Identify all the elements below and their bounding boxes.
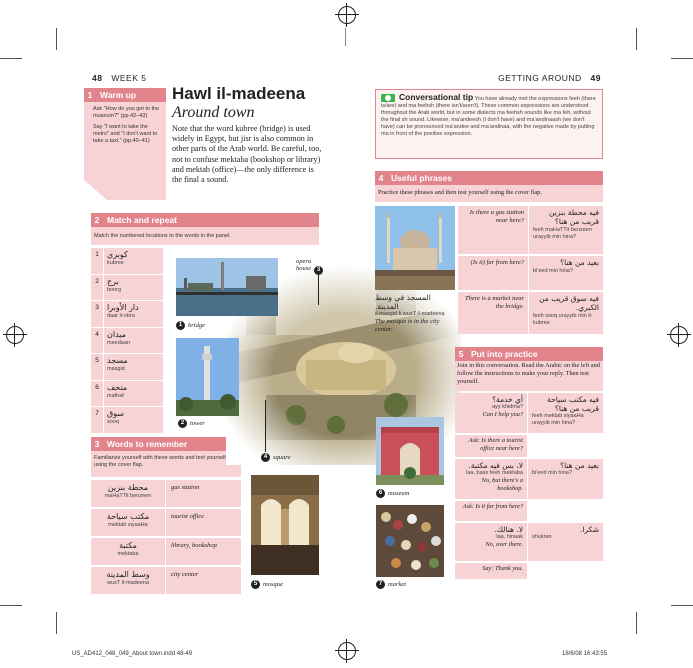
useful-phrases-list	[458, 206, 603, 336]
match-number: 6	[91, 381, 103, 407]
crop-mark	[636, 612, 637, 634]
dialogue-english: No, over there.	[485, 541, 523, 548]
dialogue-arabic: لا، بس فيه مكتبة.	[468, 461, 523, 470]
word-transliteration: wusT il-madeena	[107, 580, 149, 586]
museum-caption: museum	[388, 490, 410, 497]
number-badge: 7	[376, 580, 385, 589]
crop-mark	[0, 58, 22, 59]
week-label: WEEK 5	[111, 73, 147, 83]
word-arabic: مكتب سياحة	[106, 512, 150, 521]
match-item	[91, 407, 163, 434]
match-item	[91, 354, 163, 381]
match-item	[91, 381, 163, 408]
intro-paragraph: Note that the word kubree (bridge) is used widely in Egypt, but jisr is also common in other parts of the Arab world. Be careful, too, not to confuse mektaba (bookshop or library) and mektab (office)—the only difference is the final a sound.	[172, 124, 322, 185]
match-item	[91, 301, 163, 328]
number-badge: 3	[314, 266, 323, 275]
number-badge: 6	[376, 489, 385, 498]
dialogue-left	[455, 393, 527, 433]
phrase-row	[458, 206, 603, 254]
word-arabic: مكتبة	[119, 541, 137, 550]
crop-mark	[671, 58, 693, 59]
useful-instruction: Practice these phrases and then test yourself using the cover flap.	[378, 189, 542, 196]
phrase-english: Is there a gas station near here?	[458, 206, 528, 254]
phrase-transliteration: feeh sooq urayyib min il-kubree	[533, 313, 593, 326]
tip-text: You have already met the expressions feeh (there is/are) and ma feehsh (there isn't/aren't). These common expressions are understood throughout the Arab world, but in some dialects ma feehsh sounds like ma feh, without the final sh sound. Likewise, ma'andeesh (I don't have) and ma'andinaash (we don't have) can be pronounced ma'andee and ma'andinaa, with the negative made by putting ma in front of the positive expression.	[381, 96, 596, 137]
word-english: city center	[166, 567, 241, 594]
word-english: library, bookshop	[166, 538, 241, 565]
match-word-list	[91, 248, 163, 434]
tower-label	[178, 419, 205, 428]
dialogue-transliteration: laa, bass feeh mektaba	[466, 470, 523, 476]
phrase-arabic: فيه محطة بنزين قريب من هنا؟	[549, 208, 599, 226]
dialogue-english: Ask: Is there a tourist office near here?	[468, 437, 523, 452]
dialogue-right	[528, 435, 603, 457]
bridge-caption: bridge	[188, 322, 205, 329]
museum-photo	[376, 417, 444, 485]
number-badge: 1	[176, 321, 185, 330]
page-number: 48	[92, 73, 103, 83]
word-transliteration: mektaba	[117, 551, 139, 557]
tip-body	[381, 94, 599, 138]
word-english: gas station	[166, 480, 241, 507]
mosque-label	[251, 580, 283, 589]
match-word-arabic: كوبري	[107, 250, 128, 259]
phrase-arabic: بعيد من هنا؟	[560, 258, 599, 267]
opera-caption: opera house	[296, 258, 312, 272]
dialogue-left	[455, 563, 527, 579]
word-arabic: وسط المدينة	[106, 570, 150, 579]
match-number: 5	[91, 354, 103, 380]
warmup-prompt-2: Say "I want to take the metro" and "I don't want to take a taxi." (pp.40–41)	[93, 124, 158, 144]
dialogue-row	[455, 435, 603, 457]
dialogue-left	[455, 523, 527, 561]
phrase-arabic-block	[529, 256, 603, 290]
match-word-transliteration: sooq	[107, 419, 119, 425]
section-number: 1	[87, 90, 93, 100]
dialogue-transliteration: laa, hinaak	[496, 534, 523, 540]
word-row	[91, 567, 241, 594]
dialogue-reply-arabic: شكرا.	[579, 525, 599, 534]
section-number: 5	[458, 349, 464, 359]
registration-mark-right	[670, 326, 688, 344]
match-word-arabic: ميدان	[107, 329, 126, 339]
words-instruction: Familiarize yourself with these words and test yourself using the cover flap.	[94, 455, 226, 468]
conversational-tip	[375, 89, 603, 159]
market-caption: market	[388, 581, 407, 588]
phrase-transliteration: feeh maHaTTit benzeen urayyib min hina?	[533, 227, 592, 240]
match-word-arabic: دار الأوبرا	[107, 303, 139, 312]
word-row	[91, 509, 241, 536]
number-badge: 4	[261, 453, 270, 462]
registration-mark-top	[338, 6, 356, 24]
dialogue-right	[528, 459, 603, 499]
dialogue-reply-transliteration: bi'eed min hina?	[532, 470, 572, 476]
dialogue-reply-transliteration: feeh mektab siyaaHa urayyib min hina?	[532, 413, 584, 426]
dialogue-english: No, but there's a bookshop.	[481, 477, 523, 492]
match-word-arabic: مسجد	[107, 356, 128, 365]
bridge-label	[176, 321, 205, 330]
section-title: Useful phrases	[391, 173, 452, 183]
dialogue-reply-arabic: فيه مكتب سياحة قريب من هنا؟	[547, 395, 599, 413]
match-word-transliteration: meedaan	[107, 339, 130, 346]
dialogue-right	[528, 563, 603, 579]
right-page-header	[498, 73, 601, 83]
phrase-row	[458, 292, 603, 334]
page-title: Hawl il-madeena	[172, 84, 306, 103]
match-word-transliteration: masgid	[107, 366, 125, 372]
crop-mark	[345, 28, 346, 46]
match-word	[104, 354, 163, 380]
caption-transliteration: il-masgid fi wusT il-madeena	[375, 311, 445, 317]
dialogue-left	[455, 501, 527, 521]
footer-date: 18/6/08 16:43:55	[562, 651, 608, 657]
page-subtitle: Around town	[172, 104, 255, 121]
dialogue-reply-transliteration: shukran	[532, 534, 552, 540]
match-word-arabic: متحف	[107, 382, 128, 392]
market-label	[376, 580, 406, 589]
dialogue-row	[455, 393, 603, 433]
match-number: 2	[91, 275, 103, 301]
section-number: 3	[94, 439, 100, 449]
museum-label	[376, 489, 409, 498]
match-item	[91, 248, 163, 275]
match-number: 7	[91, 407, 103, 433]
match-instruction: Match the numbered locations to the words in the panel.	[94, 233, 231, 239]
square-label	[261, 453, 290, 462]
dialogue-arabic: أي خدمة؟	[492, 395, 523, 404]
match-number: 4	[91, 328, 103, 354]
word-english: tourist office	[166, 509, 241, 536]
phrase-arabic-block	[529, 206, 603, 254]
match-word-transliteration: boorg	[107, 286, 122, 293]
dialogue-right	[528, 523, 603, 561]
square-caption: square	[273, 454, 291, 461]
opera-leader-line	[318, 275, 319, 305]
warmup-prompt-1: Ask "How do you get to the museum?" (pp.42–43)	[93, 106, 160, 119]
mosque-photo	[251, 475, 319, 575]
section-number: 2	[94, 215, 100, 225]
dialogue-arabic: لا. هنالك.	[494, 525, 523, 534]
bridge-photo	[176, 258, 278, 316]
dialogue-left	[455, 435, 527, 457]
word-arabic: محطة بنزين	[107, 483, 149, 492]
match-word	[104, 381, 163, 407]
phrase-arabic: فيه سوق قريب من الكبري.	[539, 294, 599, 312]
word-term	[91, 480, 165, 507]
word-row	[91, 480, 241, 507]
dialogue-row	[455, 523, 603, 561]
crop-mark	[56, 28, 57, 50]
caption-arabic: المسجد في وسط المدينة.	[375, 293, 431, 311]
word-term	[91, 538, 165, 565]
practice-header	[455, 347, 603, 361]
match-word	[104, 407, 163, 433]
dialogue-left	[455, 459, 527, 499]
match-word	[104, 301, 163, 327]
tower-photo	[176, 338, 239, 416]
warmup-header	[84, 88, 166, 102]
dialogue-row	[455, 563, 603, 579]
left-page-header	[92, 73, 146, 83]
match-word	[104, 248, 163, 274]
dialogue-row	[455, 501, 603, 521]
market-photo	[376, 505, 444, 577]
match-word-transliteration: daar il-obra	[107, 313, 135, 319]
crop-mark	[671, 605, 693, 606]
dialogue-english: Say: Thank you.	[482, 565, 523, 572]
section-title: Put into practice	[471, 349, 538, 359]
match-item	[91, 275, 163, 302]
phrase-english: There is a market near the bridge.	[458, 292, 528, 334]
match-word-transliteration: mathaf	[107, 392, 124, 399]
match-number: 3	[91, 301, 103, 327]
dialogue-english: Ask: Is it far from here?	[462, 503, 523, 510]
match-word-transliteration: kubree	[107, 260, 124, 266]
mosque-caption	[375, 293, 455, 333]
dialogue-right	[528, 501, 603, 521]
crop-mark	[56, 612, 57, 634]
mosque-caption: mosque	[263, 581, 283, 588]
match-header	[91, 213, 319, 227]
tip-title: Conversational tip	[399, 92, 474, 102]
tower-caption: tower	[190, 420, 205, 427]
words-header	[91, 437, 241, 451]
match-word-arabic: برج	[107, 276, 119, 286]
word-transliteration: mektab siyaaHa	[108, 522, 148, 528]
section-title: Match and repeat	[107, 215, 177, 225]
caption-english: The mosque is in the city center.	[375, 318, 440, 333]
section-number: 4	[378, 173, 384, 183]
dialogue-right	[528, 393, 603, 433]
dialogue-reply-arabic: بعيد من هنا؟	[560, 461, 599, 470]
match-word	[104, 328, 163, 354]
number-badge: 2	[178, 419, 187, 428]
match-word-arabic: سوق	[107, 409, 125, 418]
section-title: Warm up	[100, 90, 137, 100]
words-list	[91, 478, 241, 594]
match-item	[91, 328, 163, 355]
number-badge: 5	[251, 580, 260, 589]
registration-mark-bottom	[338, 642, 356, 660]
phrase-english: (Is it) far from here?	[458, 256, 528, 290]
citadel-mosque-photo	[375, 206, 455, 290]
crop-mark	[0, 605, 22, 606]
word-term	[91, 509, 165, 536]
dialogue-row	[455, 459, 603, 499]
practice-dialogue	[455, 393, 603, 581]
section-title: Words to remember	[107, 439, 188, 449]
word-term	[91, 567, 165, 594]
match-word	[104, 275, 163, 301]
dialogue-transliteration: ayy khidma?	[492, 404, 523, 410]
page-number: 49	[590, 73, 601, 83]
registration-mark-left	[6, 326, 24, 344]
word-row	[91, 538, 241, 565]
phrase-transliteration: bi'eed min hina?	[533, 268, 573, 274]
section-title: GETTING AROUND	[498, 73, 582, 83]
square-leader-line	[265, 400, 266, 452]
word-transliteration: maHaTTit benzeen	[104, 493, 152, 499]
crop-mark	[636, 28, 637, 50]
warmup-text	[93, 106, 161, 145]
practice-instruction: Join in this conversation. Read the Arabic on the left and follow the instructions to make your reply. Then test yourself.	[457, 362, 600, 385]
dialogue-english: Can I help you?	[482, 411, 523, 418]
phrase-arabic-block	[529, 292, 603, 334]
match-number: 1	[91, 248, 103, 274]
phrase-row	[458, 256, 603, 290]
useful-header	[375, 171, 603, 185]
footer-file: US_AD412_048_049_About town.indd 48-49	[72, 651, 193, 657]
